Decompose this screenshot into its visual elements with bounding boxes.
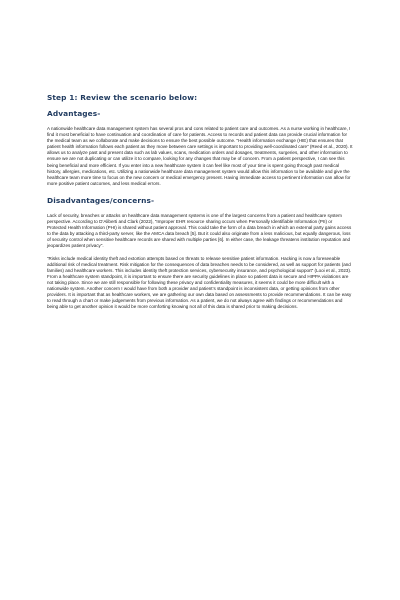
advantages-heading: Advantages-: [47, 109, 101, 118]
disadvantages-heading: Disadvantages/concerns-: [47, 195, 155, 205]
disadvantages-paragraph-2: “Risks include medical identity theft and extortion attempts based on threats to release sensitive patient information. Hacking is now a foreseeable additional risk of medical treatment. Risk mitigation for the consequences of data breaches needs to be considered, as well as support for patients (and families) and healthcare workers. This includes identity theft protection services, cybersecurity insurance, and psychological support” (Looi et al., 2023). From a healthcare system standpoint, it is important to ensure there are security guidelines in place so patient data is secure and HIPPA violations are not taking place. Since we are still responsible for following these privacy and confidentiality measures, it seems it could be more difficult with a nationwide system. Another concern I would have from both a provider and patient’s standpoint is inconsistent data, or getting opinions from other providers. It is important that as healthcare workers, we are gathering our own data based on assessments to provide recommendations. It can be easy to read through a chart or make judgements from previous information. As a patient, we do not always agree with findings or recommendations and being able to get another opinion it would be more comforting knowing not all of this data is shared prior to making decisions.: [47, 255, 352, 310]
advantages-paragraph: A nationwide healthcare data management system has several pros and cons related to patient care and outcomes. As a nurse working in healthcare, I find it most beneficial to have continuation and coordination of care for patients. Access to records and patient data can provide crucial information for the medical team as we collaborate and make decisions to ensure the best possible outcome. “Health information exchange (HIE) that ensures that patient health information follows each patient as they move between care settings is important to providing well-coordinated care” (Reed et al., 2020). It allows us to analyze past and present data such as lab values, scans, medication orders and dosages, treatments, surgeries, and other information to ensure we are not duplicating or can utilize it to compare, looking for any changes that may be of concern. From a patient perspective, I can see this being beneficial and more efficient. If you enter into a new healthcare system it can feel like most of your time is spent going through past medical history, allergies, medications, etc. Utilizing a nationwide healthcare data management system would allow this information to be available and give the healthcare team more time to focus on the new concern or medical emergency present. Having immediate access to pertinent information can allow for more positive patient outcomes, and less medical errors.: [47, 126, 353, 186]
step-heading: Step 1: Review the scenario below:: [47, 93, 198, 102]
document-body: [47, 93, 353, 310]
disadvantages-paragraph-1: Lack of security, breaches or attacks on healthcare data management systems is one of the largest concerns from a patient and healthcare system perspective. According to D’Aliberti and Clark (2022), “Improper EHR resource sharing occurs when Personally Identifiable Information (PII) or Protected Health Information (PHI) is shared without patient approval. This could take the form of a data breach in which an external party gains access to the data by attacking a third-party server, like the AMCA data breach [5]. But it could also originate from a less malicious, but equally dangerous, loss of security control when sensitive healthcare records are shared with multiple parties [6]. In either case, the leakage threatens institution reputation and jeopardizes patient privacy”.: [47, 212, 352, 249]
